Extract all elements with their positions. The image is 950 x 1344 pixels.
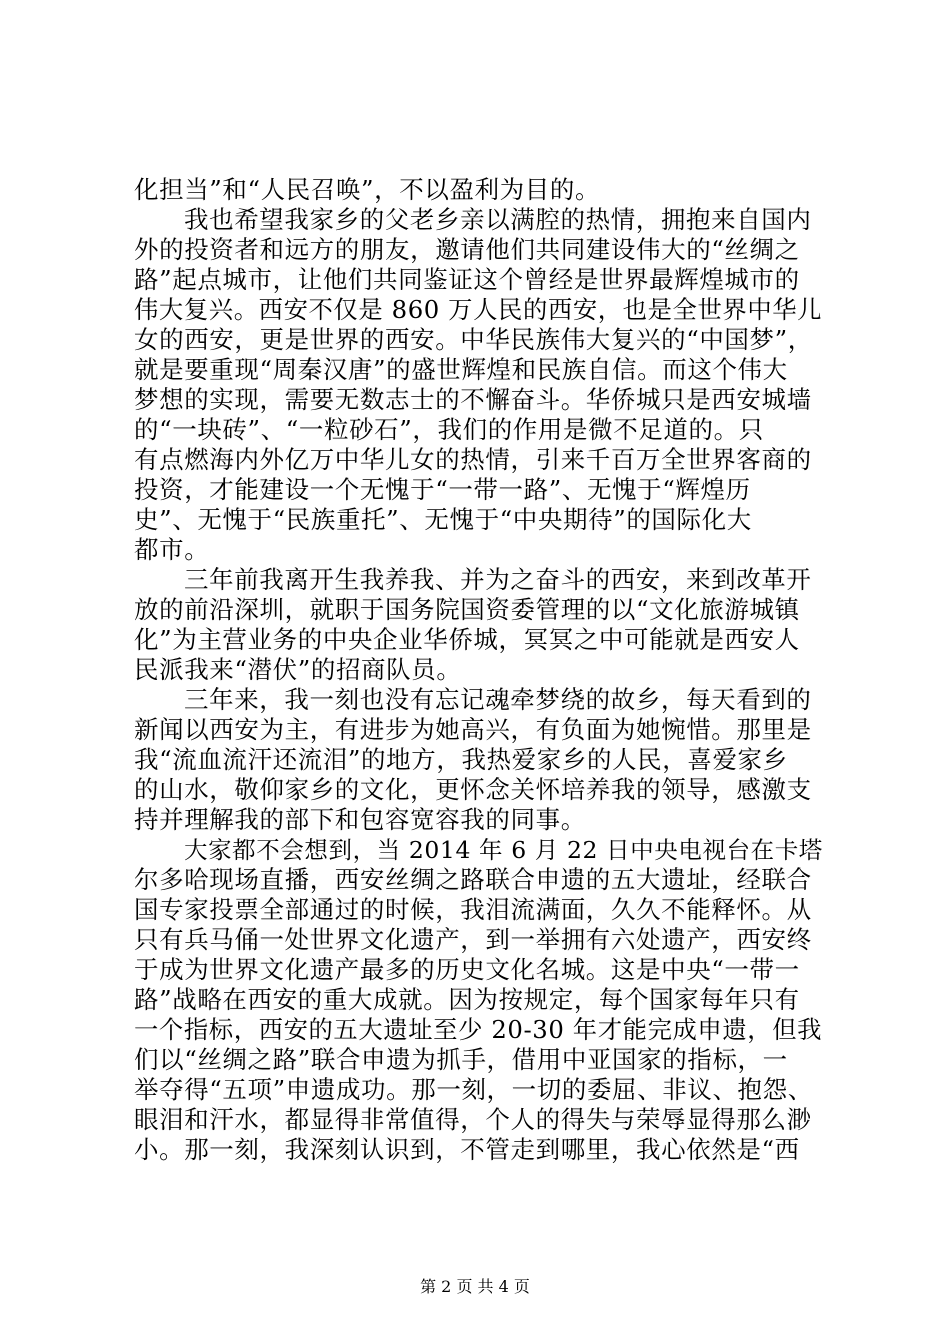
text-line: 于成为世界文化遗产最多的历史文化名城。这是中央“一带一 bbox=[134, 955, 800, 984]
text-line: 小。那一刻，我深刻认识到，不管走到哪里，我心依然是“西 bbox=[134, 1135, 800, 1164]
text-line: 尔多哈现场直播，西安丝绸之路联合申遗的五大遗址，经联合 bbox=[134, 865, 812, 894]
text-line: 路”起点城市，让他们共同鉴证这个曾经是世界最辉煌城市的 bbox=[134, 265, 800, 294]
body-text bbox=[134, 175, 834, 1165]
text-line: 大家都不会想到，当 2014 年 6 月 22 日中央电视台在卡塔 bbox=[184, 836, 823, 864]
text-line: 梦想的实现，需要无数志士的不懈奋斗。华侨城只是西安城墙 bbox=[134, 385, 812, 414]
text-line: 们以“丝绸之路”联合申遗为抓手，借用中亚国家的指标，一 bbox=[134, 1045, 788, 1074]
text-line: 投资，才能建设一个无愧于“一带一路”、无愧于“辉煌历 bbox=[134, 475, 751, 504]
text-line: 我“流血流汗还流泪”的地方，我热爱家乡的人民，喜爱家乡 bbox=[134, 745, 788, 774]
text-line: 只有兵马俑一处世界文化遗产，到一举拥有六处遗产，西安终 bbox=[134, 925, 812, 954]
text-line: 路”战略在西安的重大成就。因为按规定，每个国家每年只有 bbox=[134, 985, 800, 1014]
text-line: 国专家投票全部通过的时候，我泪流满面，久久不能释怀。从 bbox=[134, 895, 812, 924]
text-line: 就是要重现“周秦汉唐”的盛世辉煌和民族自信。而这个伟大 bbox=[134, 355, 788, 384]
text-line: 有点燃海内外亿万中华儿女的热情，引来千百万全世界客商的 bbox=[134, 445, 812, 474]
text-line: 的“一块砖”、“一粒砂石”，我们的作用是微不足道的。只 bbox=[134, 415, 764, 444]
text-line: 三年来，我一刻也没有忘记魂牵梦绕的故乡，每天看到的 bbox=[184, 685, 812, 714]
text-line: 化”为主营业务的中央企业华侨城，冥冥之中可能就是西安人 bbox=[134, 625, 800, 654]
text-line: 放的前沿深圳，就职于国务院国资委管理的以“文化旅游城镇 bbox=[134, 595, 800, 624]
text-line: 我也希望我家乡的父老乡亲以满腔的热情，拥抱来自国内 bbox=[184, 205, 812, 234]
text-line: 民派我来“潜伏”的招商队员。 bbox=[134, 655, 462, 684]
text-line: 的山水，敬仰家乡的文化，更怀念关怀培养我的领导，感激支 bbox=[134, 775, 812, 804]
text-line: 新闻以西安为主，有进步为她高兴，有负面为她惋惜。那里是 bbox=[134, 715, 812, 744]
text-line: 史”、无愧于“民族重托”、无愧于“中央期待”的国际化大 bbox=[134, 505, 752, 534]
text-line: 都市。 bbox=[134, 535, 210, 564]
text-line: 三年前我离开生我养我、并为之奋斗的西安，来到改革开 bbox=[184, 565, 812, 594]
text-line: 外的投资者和远方的朋友，邀请他们共同建设伟大的“丝绸之 bbox=[134, 235, 800, 264]
text-line: 眼泪和汗水，都显得非常值得，个人的得失与荣辱显得那么渺 bbox=[134, 1105, 812, 1134]
text-line: 持并理解我的部下和包容宽容我的同事。 bbox=[134, 805, 586, 834]
text-line: 女的西安，更是世界的西安。中华民族伟大复兴的“中国梦”， bbox=[134, 325, 813, 354]
page-footer: 第 2 页 共 4 页 bbox=[420, 1277, 530, 1296]
text-line: 伟大复兴。西安不仅是 860 万人民的西安，也是全世界中华儿 bbox=[134, 295, 823, 324]
text-line: 举夺得“五项”申遗成功。那一刻，一切的委屈、非议、抱怨、 bbox=[134, 1075, 813, 1104]
text-line: 一个指标，西安的五大遗址至少 20-30 年才能完成申遗，但我 bbox=[134, 1015, 823, 1044]
text-line: 化担当”和“人民召唤”，不以盈利为目的。 bbox=[134, 175, 601, 204]
